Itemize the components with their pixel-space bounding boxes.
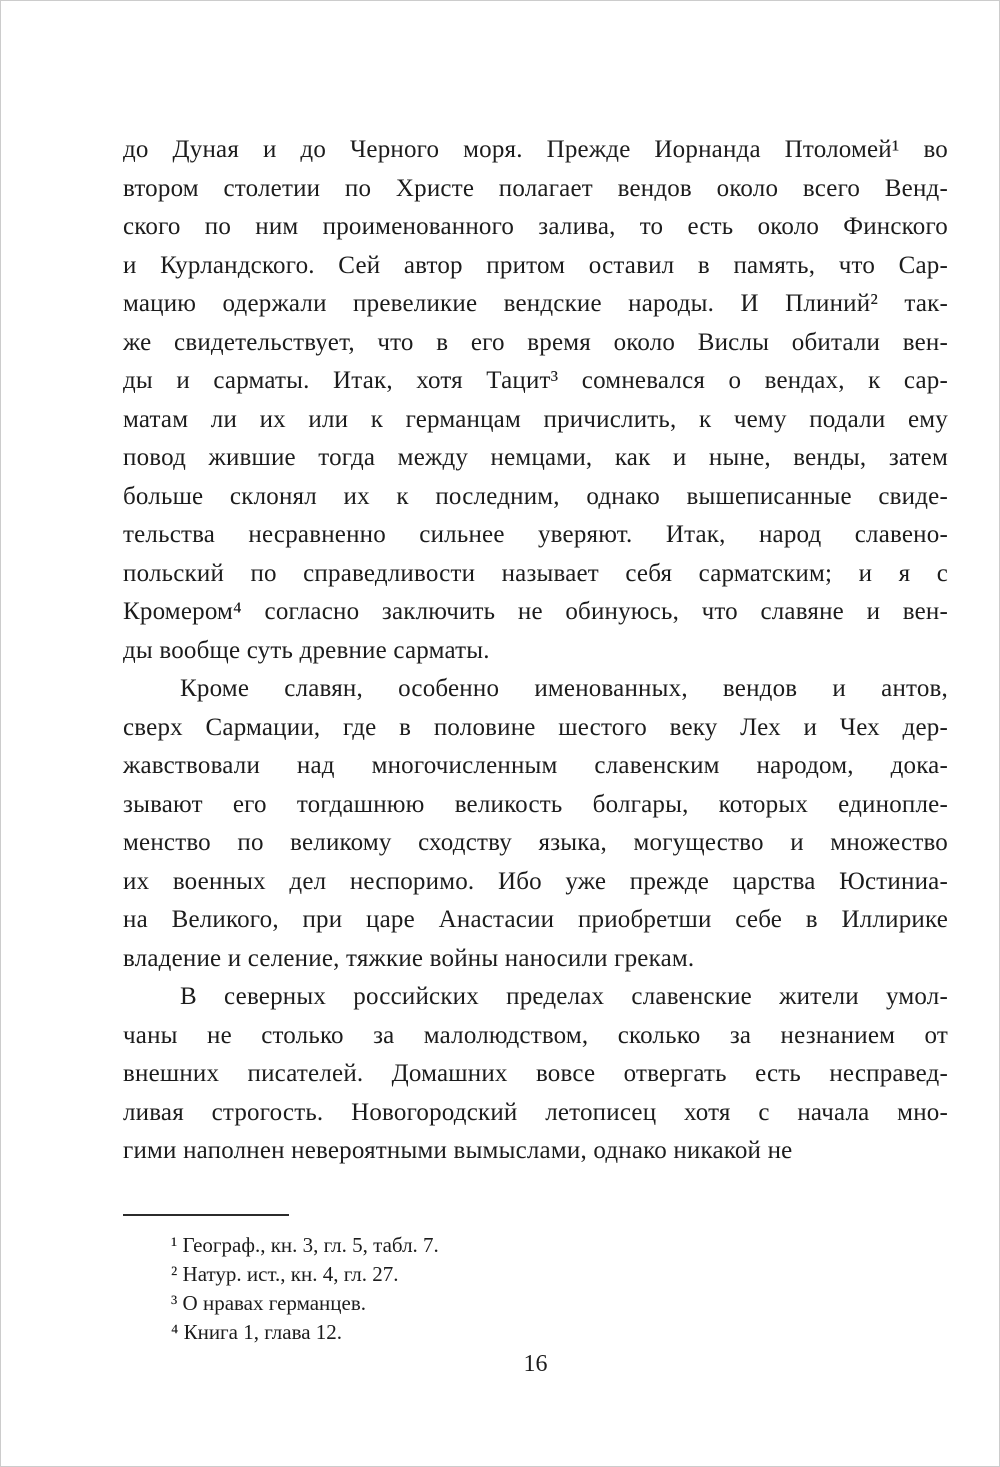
text-line: больше склонял их к последним, однако вышеписанные свиде- bbox=[123, 482, 948, 510]
paragraph bbox=[123, 670, 948, 978]
text-line: на Великого, при царе Анастасии приобретши себе в Иллирике bbox=[123, 906, 948, 933]
text-line: владение и селение, тяжкие войны наносили грекам. bbox=[123, 944, 695, 972]
text-line: жавствовали над многочисленным славенским народом, дока- bbox=[123, 752, 948, 779]
footnote: ⁴ Книга 1, глава 12. bbox=[171, 1320, 343, 1344]
text-line: повод жившие тогда между немцами, как и ныне, венды, затем bbox=[123, 444, 948, 471]
footnote: ¹ Географ., кн. 3, гл. 5, табл. 7. bbox=[171, 1233, 439, 1257]
text-line: их военных дел неспоримо. Ибо уже прежде царства Юстиниа- bbox=[123, 867, 948, 895]
text-line: тельства несравненно сильнее уверяют. Итак, народ славено- bbox=[123, 521, 948, 548]
text-line: ды и сарматы. Итак, хотя Тацит³ сомневался о вендах, к сар- bbox=[123, 367, 948, 394]
text-line: до Дуная и до Черного моря. Прежде Иорнанда Птоломей¹ во bbox=[123, 136, 948, 163]
text-line: Кроме славян, особенно именованных, вендов и антов, bbox=[180, 675, 948, 702]
text-line: ливая строгость. Новогородский летописец хотя с начала мно- bbox=[123, 1098, 948, 1126]
text-line: менство по великому сходству языка, могущество и множество bbox=[123, 829, 948, 856]
text-line: матам ли их или к германцам причислить, к чему подали ему bbox=[123, 405, 948, 433]
text-line: польский по справедливости называет себя сарматским; и я с bbox=[123, 559, 948, 587]
text-line: сверх Сармации, где в половине шестого веку Лех и Чех дер- bbox=[123, 713, 948, 741]
text-line: внешних писателей. Домашних вовсе отвергать есть несправед- bbox=[123, 1060, 948, 1087]
text-line: втором столетии по Христе полагает вендов около всего Венд- bbox=[123, 174, 948, 202]
footnote: ³ О нравах германцев. bbox=[171, 1291, 366, 1315]
text-line: чаны не столько за малолюдством, сколько за незнанием от bbox=[123, 1021, 948, 1049]
text-line: мацию одержали превеликие вендские народы. И Плиний² так- bbox=[123, 290, 948, 317]
paragraph bbox=[123, 131, 948, 670]
paragraph bbox=[123, 978, 948, 1171]
text-line: же свидетельствует, что в его время около Вислы обитали вен- bbox=[123, 328, 948, 356]
text-line: гими наполнен невероятными вымыслами, однако никакой не bbox=[123, 1137, 793, 1164]
text-line: ского по ним проименованного залива, то есть около Финского bbox=[123, 213, 948, 240]
footnote: ² Натур. ист., кн. 4, гл. 27. bbox=[171, 1262, 399, 1286]
footnotes bbox=[171, 1231, 871, 1347]
text-block bbox=[123, 131, 948, 1171]
text-line: и Курландского. Сей автор притом оставил в память, что Сар- bbox=[123, 251, 948, 279]
text-line: ды вообще суть древние сарматы. bbox=[123, 636, 490, 664]
text-line: В северных российских пределах славенские жители умол- bbox=[180, 983, 948, 1010]
footnote-separator bbox=[123, 1214, 289, 1216]
text-line: Кромером⁴ согласно заключить не обинуюсь, что славяне и вен- bbox=[123, 598, 948, 625]
text-line: зывают его тогдашнюю великость болгары, которых единопле- bbox=[123, 790, 948, 818]
page-number: 16 bbox=[523, 1351, 548, 1377]
